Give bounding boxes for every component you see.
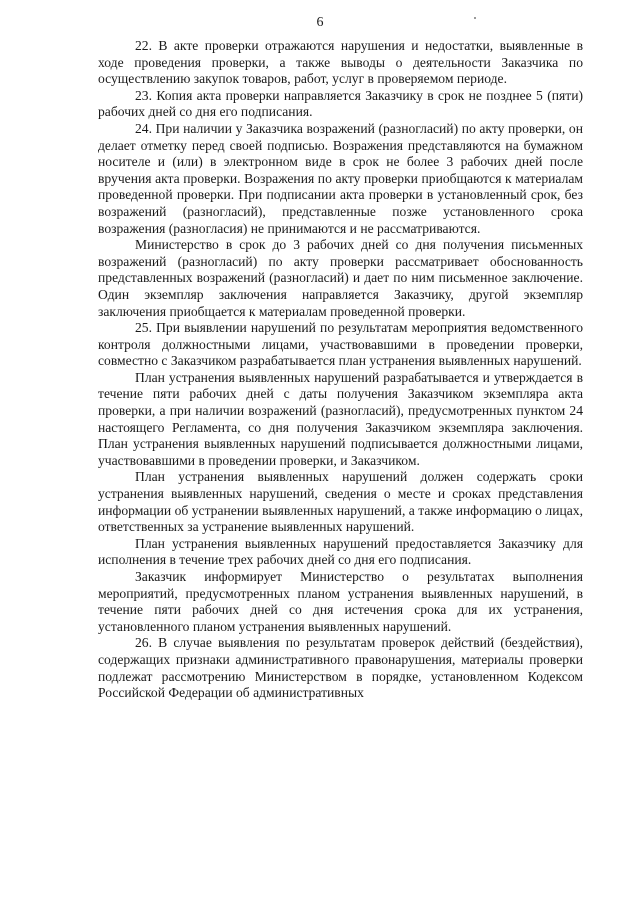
paragraph-25: 25. При выявлении нарушений по результатам мероприятия ведомственного контроля должностными лицами, участвовавшими в проведении проверки, совместно с Заказчиком разрабатывается план устранения выявленных нарушений.: [98, 320, 583, 369]
paragraph-25-plan-approval: План устранения выявленных нарушений разрабатывается и утверждается в течение пяти рабочих дней с даты получения Заказчиком экземпляра акта проверки, а при наличии возражений (разногласий), предусмотренных пунктом 24 настоящего Регламента, со дня получения Заказчиком экземпляра заключения. План устранения выявленных нарушений подписывается должностными лицами, участвовавшими в проведении проверки, и Заказчиком.: [98, 369, 583, 468]
paragraph-24-ministry-review: Министерство в срок до 3 рабочих дней со дня получения письменных возражений (разногласий) по акту проверки рассматривает обоснованность представленных возражений (разногласий) и дает по ним письменное заключение. Один экземпляр заключения направляется Заказчику, другой экземпляр заключения приобщается к материалам проведенной проверки.: [98, 237, 583, 319]
paragraph-23: 23. Копия акта проверки направляется Заказчику в срок не позднее 5 (пяти) рабочих дней со дня его подписания.: [98, 87, 583, 120]
paragraph-24: 24. При наличии у Заказчика возражений (разногласий) по акту проверки, он делает отметку перед своей подписью. Возражения представляются на бумажном носителе и (или) в электронном виде в срок не более 3 рабочих дней после вручения акта проверки. Возражения по акту проверки приобщаются к материалам проведенной проверки. При подписании акта проверки в установленный срок, без возражений (разногласий), представленные позже установленного срока возражения (разногласия) не принимаются и не рассматриваются.: [98, 120, 583, 236]
scan-dot: [474, 17, 476, 19]
paragraph-22: 22. В акте проверки отражаются нарушения и недостатки, выявленные в ходе проведения проверки, а также выводы о деятельности Заказчика по осуществлению закупок товаров, работ, услуг в проверяемом периоде.: [98, 38, 583, 87]
document-body: [98, 38, 583, 702]
paragraph-25-plan-contents: План устранения выявленных нарушений должен содержать сроки устранения выявленных нарушений, сведения о месте и сроках представления информации об устранении выявленных нарушений, а также информацию о лицах, ответственных за устранение выявленных нарушений.: [98, 469, 583, 535]
paragraph-26: 26. В случае выявления по результатам проверок действий (бездействия), содержащих признаки административного правонарушения, материалы проверки подлежат рассмотрению Министерством в порядке, установленном Кодексом Российской Федерации об административных: [98, 635, 583, 701]
page-number: 6: [316, 15, 324, 30]
paragraph-25-plan-delivery: План устранения выявленных нарушений предоставляется Заказчику для исполнения в течение трех рабочих дней со дня его подписания.: [98, 535, 583, 568]
paragraph-25-customer-report: Заказчик информирует Министерство о результатах выполнения мероприятий, предусмотренных планом устранения выявленных нарушений, в течение пяти рабочих дней со дня истечения срока для их устранения, установленного планом устранения выявленных нарушений.: [98, 569, 583, 634]
